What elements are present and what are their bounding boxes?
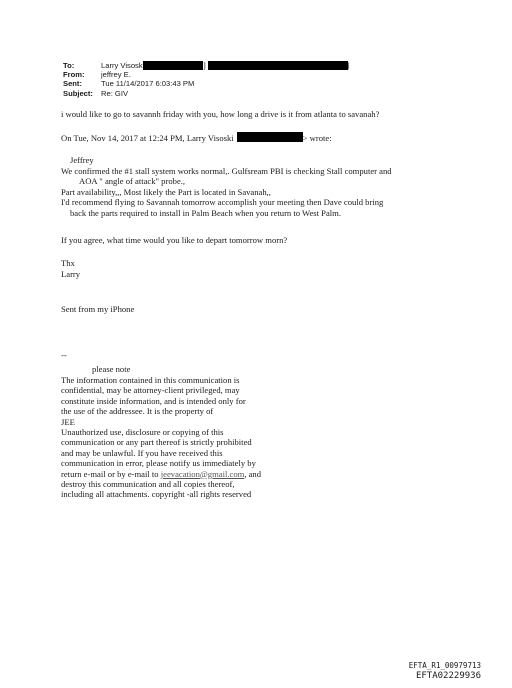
from-value: jeffrey E. [101,70,131,80]
to-label: To: [63,61,75,70]
disclaimer-line: and may be unlawful. If you have received this [61,447,223,458]
paragraph-line: AOA " angle of attack" probe., [79,176,186,187]
bates-code-primary: EFTA_R1_00979713 [408,661,481,670]
paragraph-line: I'd recommend flying to Savannah tomorrow accomplish your meeting then Dave could bring [61,197,384,208]
bracket-mark: ] [203,61,206,70]
disclaimer-line: including all attachments. copyright -all rights reserved [61,489,252,500]
disclaimer-line: constitute inside information, and is intended only for [61,395,246,406]
redaction-box [237,132,303,142]
sent-label: Sent: [63,79,82,89]
from-label: From: [63,70,85,80]
paragraph-line: Part availability,,, Most likely the Part is located in Savanah,, [61,186,271,197]
thanks-line: Thx [61,258,75,268]
quote-header-prefix: On Tue, Nov 14, 2017 at 12:24 PM, Larry Visoski [61,133,234,143]
email-header [63,61,350,98]
disclaimer-line: the use of the addressee. It is the property of [61,406,214,417]
signature-separator: -- [61,350,67,360]
bates-code-secondary: EFTA02229936 [415,671,481,681]
paragraph-line: We confirmed the #1 stall system works normal,. Gulfsream PBI is checking Stall computer and [61,166,392,176]
disclaimer-note: please note [92,364,131,374]
disclaimer-email-line [61,469,261,479]
greeting: Jeffrey [70,155,94,165]
disclaimer-line: destroy this communication and all copies thereof, [61,479,235,490]
message-intro: i would like to go to savannh friday with you, how long a drive is it from atlanta to savanah? [61,109,380,119]
quote-header [61,132,332,143]
paragraph-line: back the parts required to install in Palm Beach when you return to West Palm. [70,207,341,218]
email-link[interactable]: jeevacation@gmail.com [160,468,245,479]
quote-header-suffix: > wrote: [302,133,332,143]
subject-label: Subject: [63,88,93,98]
quoted-paragraph [61,166,392,218]
sent-value: Tue 11/14/2017 6:03:43 PM [101,79,195,89]
redaction-box [143,61,203,70]
redaction-box [208,61,348,70]
disclaimer-line: communication in error, please notify us immediately by [61,458,256,469]
disclaimer-line: The information contained in this communication is [61,375,240,385]
signature-line: Larry [61,269,81,279]
disclaimer-line: Unauthorized use, disclosure or copying of this [61,427,224,438]
disclaimer-line: confidential, may be attorney-client privileged, may [61,385,240,396]
to-row [63,61,350,70]
disclaimer-line: communication or any part thereof is strictly prohibited [61,437,252,448]
to-value: Larry Visosk [101,61,143,70]
from-row [63,70,350,79]
question-line: If you agree, what time would you like to depart tomorrow morn? [61,235,288,245]
disclaimer-line: JEE [61,416,75,427]
email-suffix: , and [244,468,262,479]
subject-row [63,89,350,98]
sent-row [63,79,350,88]
subject-value: Re: GIV [101,88,129,98]
bracket-mark: | [347,61,350,70]
email-prefix: return e-mail or by e-mail to [61,468,161,479]
disclaimer-block [61,375,261,500]
sent-from-line: Sent from my iPhone [61,304,135,314]
